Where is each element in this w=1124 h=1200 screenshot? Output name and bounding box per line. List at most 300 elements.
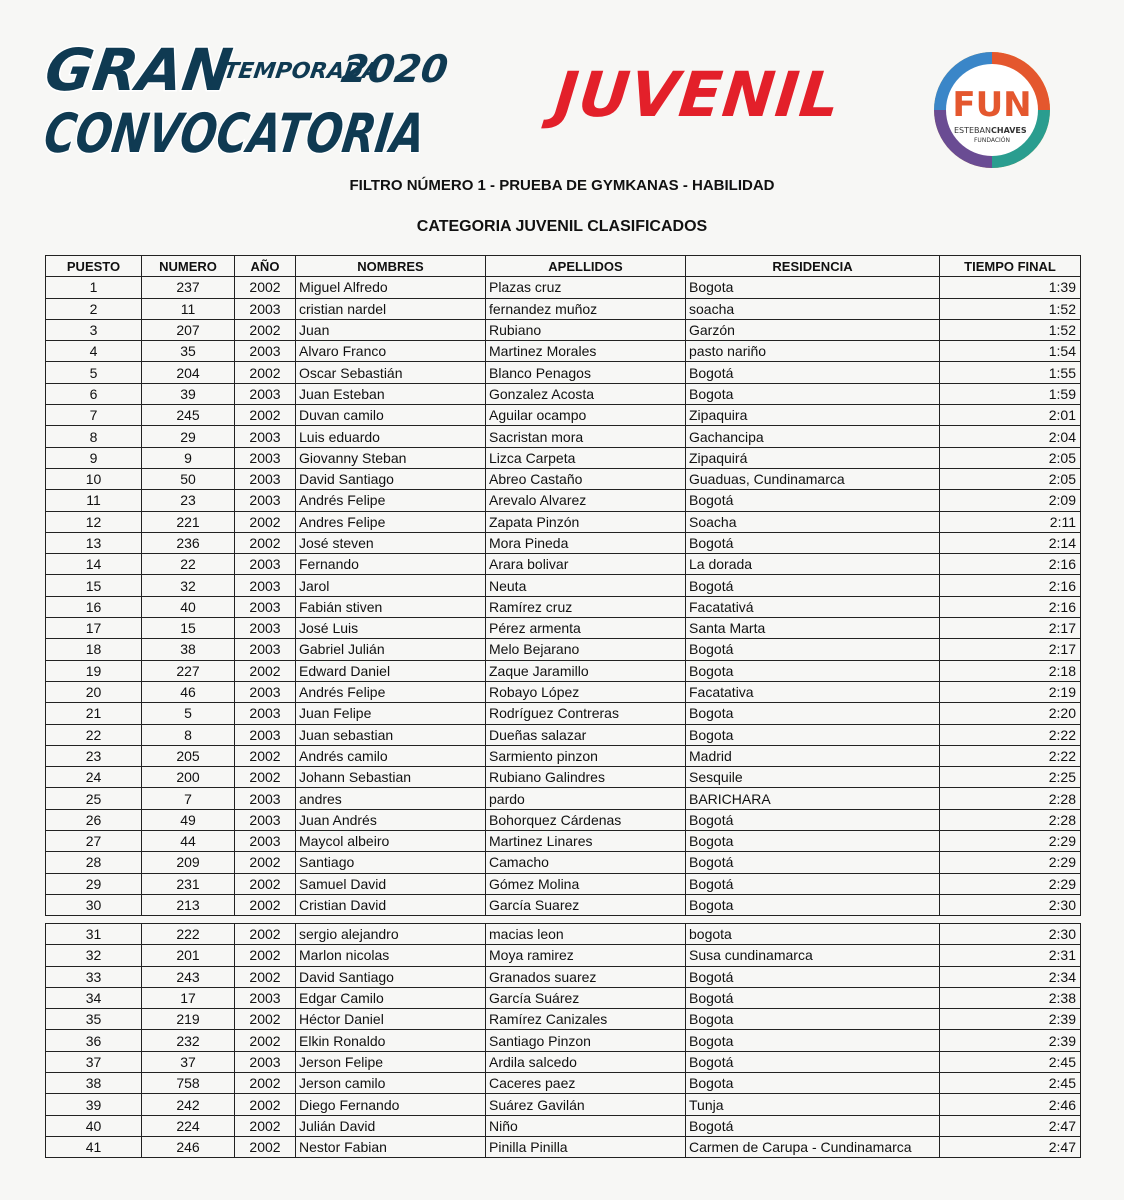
table-row xyxy=(46,660,1081,681)
cell-numero: 219 xyxy=(142,1009,235,1030)
cell-puesto: 31 xyxy=(46,924,142,945)
table-row xyxy=(46,767,1081,788)
col-header-numero: NUMERO xyxy=(142,256,235,277)
cell-nombres: Juan Felipe xyxy=(296,703,486,724)
cell-ano: 2002 xyxy=(235,767,296,788)
cell-apellidos: Ramírez Canizales xyxy=(486,1009,686,1030)
cell-apellidos: Aguilar ocampo xyxy=(486,405,686,426)
table-row xyxy=(46,852,1081,873)
cell-residencia: Bogotá xyxy=(686,362,940,383)
cell-puesto: 22 xyxy=(46,724,142,745)
cell-ano: 2003 xyxy=(235,383,296,404)
cell-nombres: Andrés Felipe xyxy=(296,490,486,511)
cell-puesto: 35 xyxy=(46,1009,142,1030)
cell-numero: 207 xyxy=(142,319,235,340)
cell-puesto: 40 xyxy=(46,1115,142,1136)
cell-numero: 44 xyxy=(142,831,235,852)
cell-numero: 8 xyxy=(142,724,235,745)
cell-residencia: Bogotá xyxy=(686,1115,940,1136)
fun-foundation-logo xyxy=(930,48,1054,172)
cell-numero: 209 xyxy=(142,852,235,873)
table-row xyxy=(46,1115,1081,1136)
cell-nombres: Luis eduardo xyxy=(296,426,486,447)
cell-nombres: Jerson Felipe xyxy=(296,1051,486,1072)
cell-tiempo-final: 2:39 xyxy=(940,1009,1081,1030)
cell-puesto: 38 xyxy=(46,1073,142,1094)
fun-logo-text: FUN xyxy=(952,85,1032,125)
cell-nombres: Juan Andrés xyxy=(296,809,486,830)
cell-nombres: Juan xyxy=(296,319,486,340)
cell-ano: 2002 xyxy=(235,532,296,553)
cell-tiempo-final: 2:45 xyxy=(940,1073,1081,1094)
cell-tiempo-final: 2:47 xyxy=(940,1115,1081,1136)
cell-apellidos: Sacristan mora xyxy=(486,426,686,447)
cell-apellidos: Suárez Gavilán xyxy=(486,1094,686,1115)
logo-gran: GRAN xyxy=(41,36,237,104)
cell-puesto: 18 xyxy=(46,639,142,660)
header xyxy=(0,0,1124,170)
table-row xyxy=(46,277,1081,298)
cell-nombres: Juan sebastian xyxy=(296,724,486,745)
cell-nombres: Elkin Ronaldo xyxy=(296,1030,486,1051)
cell-numero: 39 xyxy=(142,383,235,404)
cell-numero: 205 xyxy=(142,745,235,766)
cell-tiempo-final: 2:16 xyxy=(940,554,1081,575)
cell-nombres: Juan Esteban xyxy=(296,383,486,404)
cell-residencia: Bogotá xyxy=(686,575,940,596)
cell-ano: 2002 xyxy=(235,852,296,873)
cell-nombres: Duvan camilo xyxy=(296,405,486,426)
cell-ano: 2002 xyxy=(235,405,296,426)
cell-ano: 2002 xyxy=(235,924,296,945)
cell-tiempo-final: 2:30 xyxy=(940,894,1081,915)
cell-ano: 2002 xyxy=(235,966,296,987)
cell-apellidos: Caceres paez xyxy=(486,1073,686,1094)
cell-apellidos: macias leon xyxy=(486,924,686,945)
cell-apellidos: Arara bolivar xyxy=(486,554,686,575)
cell-nombres: Santiago xyxy=(296,852,486,873)
cell-residencia: Bogota xyxy=(686,724,940,745)
col-header-residencia: RESIDENCIA xyxy=(686,256,940,277)
cell-apellidos: Zaque Jaramillo xyxy=(486,660,686,681)
cell-puesto: 2 xyxy=(46,298,142,319)
cell-tiempo-final: 2:34 xyxy=(940,966,1081,987)
cell-ano: 2003 xyxy=(235,724,296,745)
col-header-nombres: NOMBRES xyxy=(296,256,486,277)
cell-residencia: Bogota xyxy=(686,831,940,852)
cell-residencia: Bogotá xyxy=(686,809,940,830)
cell-puesto: 30 xyxy=(46,894,142,915)
table-row xyxy=(46,319,1081,340)
table-row xyxy=(46,745,1081,766)
cell-puesto: 4 xyxy=(46,341,142,362)
cell-tiempo-final: 2:11 xyxy=(940,511,1081,532)
cell-numero: 17 xyxy=(142,987,235,1008)
cell-ano: 2003 xyxy=(235,298,296,319)
cell-puesto: 3 xyxy=(46,319,142,340)
col-header-tiempo-final: TIEMPO FINAL xyxy=(940,256,1081,277)
cell-puesto: 27 xyxy=(46,831,142,852)
cell-tiempo-final: 2:05 xyxy=(940,447,1081,468)
cell-apellidos: Abreo Castaño xyxy=(486,468,686,489)
cell-apellidos: Zapata Pinzón xyxy=(486,511,686,532)
cell-numero: 758 xyxy=(142,1073,235,1094)
table-row xyxy=(46,681,1081,702)
cell-tiempo-final: 2:16 xyxy=(940,575,1081,596)
cell-numero: 29 xyxy=(142,426,235,447)
table-row xyxy=(46,468,1081,489)
cell-ano: 2003 xyxy=(235,639,296,660)
cell-ano: 2002 xyxy=(235,894,296,915)
cell-apellidos: Bohorquez Cárdenas xyxy=(486,809,686,830)
table-row xyxy=(46,511,1081,532)
table-row xyxy=(46,426,1081,447)
cell-ano: 2002 xyxy=(235,945,296,966)
cell-ano: 2002 xyxy=(235,511,296,532)
cell-nombres: Johann Sebastian xyxy=(296,767,486,788)
cell-nombres: David Santiago xyxy=(296,966,486,987)
cell-puesto: 17 xyxy=(46,618,142,639)
cell-apellidos: Dueñas salazar xyxy=(486,724,686,745)
cell-residencia: Susa cundinamarca xyxy=(686,945,940,966)
cell-numero: 23 xyxy=(142,490,235,511)
cell-residencia: Bogotá xyxy=(686,639,940,660)
fun-logo-chaves: CHAVES xyxy=(991,126,1027,135)
cell-residencia: Carmen de Carupa - Cundinamarca xyxy=(686,1136,940,1157)
cell-residencia: Santa Marta xyxy=(686,618,940,639)
cell-numero: 231 xyxy=(142,873,235,894)
cell-nombres: Edgar Camilo xyxy=(296,987,486,1008)
cell-nombres: Maycol albeiro xyxy=(296,831,486,852)
table-row xyxy=(46,924,1081,945)
cell-apellidos: Arevalo Alvarez xyxy=(486,490,686,511)
cell-tiempo-final: 2:17 xyxy=(940,639,1081,660)
cell-residencia: soacha xyxy=(686,298,940,319)
cell-numero: 237 xyxy=(142,277,235,298)
cell-numero: 32 xyxy=(142,575,235,596)
cell-numero: 7 xyxy=(142,788,235,809)
cell-apellidos: Melo Bejarano xyxy=(486,639,686,660)
cell-ano: 2003 xyxy=(235,987,296,1008)
cell-residencia: Facatativa xyxy=(686,681,940,702)
cell-residencia: pasto nariño xyxy=(686,341,940,362)
cell-nombres: Oscar Sebastián xyxy=(296,362,486,383)
cell-numero: 22 xyxy=(142,554,235,575)
cell-numero: 204 xyxy=(142,362,235,383)
cell-residencia: Bogota xyxy=(686,383,940,404)
cell-puesto: 37 xyxy=(46,1051,142,1072)
cell-ano: 2002 xyxy=(235,1030,296,1051)
cell-puesto: 16 xyxy=(46,596,142,617)
cell-ano: 2003 xyxy=(235,447,296,468)
logo-convocatoria: CONVOCATORIA xyxy=(40,102,530,165)
cell-apellidos: Neuta xyxy=(486,575,686,596)
cell-numero: 5 xyxy=(142,703,235,724)
cell-apellidos: Gómez Molina xyxy=(486,873,686,894)
cell-puesto: 28 xyxy=(46,852,142,873)
cell-apellidos: Moya ramirez xyxy=(486,945,686,966)
cell-nombres: Nestor Fabian xyxy=(296,1136,486,1157)
cell-numero: 242 xyxy=(142,1094,235,1115)
cell-apellidos: Pinilla Pinilla xyxy=(486,1136,686,1157)
logo-year: 2020 xyxy=(338,48,451,92)
cell-puesto: 20 xyxy=(46,681,142,702)
cell-apellidos: Robayo López xyxy=(486,681,686,702)
cell-residencia: Bogota xyxy=(686,1030,940,1051)
cell-apellidos: Sarmiento pinzon xyxy=(486,745,686,766)
cell-tiempo-final: 2:05 xyxy=(940,468,1081,489)
cell-nombres: Héctor Daniel xyxy=(296,1009,486,1030)
cell-numero: 49 xyxy=(142,809,235,830)
cell-nombres: Samuel David xyxy=(296,873,486,894)
fun-logo-esteban: ESTEBAN xyxy=(953,126,991,135)
cell-tiempo-final: 1:54 xyxy=(940,341,1081,362)
col-header-apellidos: APELLIDOS xyxy=(486,256,686,277)
cell-apellidos: Santiago Pinzon xyxy=(486,1030,686,1051)
table-row xyxy=(46,1136,1081,1157)
cell-residencia: Bogota xyxy=(686,1009,940,1030)
table-row xyxy=(46,575,1081,596)
cell-numero: 221 xyxy=(142,511,235,532)
cell-ano: 2003 xyxy=(235,703,296,724)
table-row xyxy=(46,1094,1081,1115)
cell-apellidos: García Suárez xyxy=(486,987,686,1008)
cell-nombres: Marlon nicolas xyxy=(296,945,486,966)
cell-residencia: Bogotá xyxy=(686,532,940,553)
cell-puesto: 19 xyxy=(46,660,142,681)
cell-apellidos: Rubiano xyxy=(486,319,686,340)
cell-apellidos: Gonzalez Acosta xyxy=(486,383,686,404)
cell-tiempo-final: 2:18 xyxy=(940,660,1081,681)
table-row xyxy=(46,894,1081,915)
cell-ano: 2003 xyxy=(235,554,296,575)
cell-tiempo-final: 2:04 xyxy=(940,426,1081,447)
cell-tiempo-final: 2:16 xyxy=(940,596,1081,617)
cell-tiempo-final: 2:29 xyxy=(940,852,1081,873)
cell-residencia: Garzón xyxy=(686,319,940,340)
cell-ano: 2002 xyxy=(235,1115,296,1136)
cell-puesto: 39 xyxy=(46,1094,142,1115)
col-header-ano: AÑO xyxy=(235,256,296,277)
cell-numero: 15 xyxy=(142,618,235,639)
cell-residencia: Bogotá xyxy=(686,490,940,511)
cell-residencia: Bogotá xyxy=(686,987,940,1008)
cell-puesto: 32 xyxy=(46,945,142,966)
cell-puesto: 36 xyxy=(46,1030,142,1051)
cell-ano: 2003 xyxy=(235,468,296,489)
cell-numero: 200 xyxy=(142,767,235,788)
cell-numero: 213 xyxy=(142,894,235,915)
cell-residencia: Bogota xyxy=(686,277,940,298)
cell-apellidos: fernandez muñoz xyxy=(486,298,686,319)
cell-nombres: Andrés Felipe xyxy=(296,681,486,702)
results-table xyxy=(45,255,1081,916)
gran-convocatoria-logo xyxy=(40,26,530,166)
table-row xyxy=(46,1009,1081,1030)
cell-residencia: BARICHARA xyxy=(686,788,940,809)
table-row xyxy=(46,703,1081,724)
cell-tiempo-final: 2:17 xyxy=(940,618,1081,639)
table-row xyxy=(46,405,1081,426)
cell-apellidos: Ardila salcedo xyxy=(486,1051,686,1072)
cell-nombres: Jerson camilo xyxy=(296,1073,486,1094)
cell-numero: 222 xyxy=(142,924,235,945)
cell-puesto: 34 xyxy=(46,987,142,1008)
cell-ano: 2003 xyxy=(235,341,296,362)
cell-ano: 2003 xyxy=(235,1051,296,1072)
cell-nombres: Diego Fernando xyxy=(296,1094,486,1115)
cell-nombres: Jarol xyxy=(296,575,486,596)
cell-apellidos: Pérez armenta xyxy=(486,618,686,639)
cell-ano: 2002 xyxy=(235,1136,296,1157)
cell-numero: 236 xyxy=(142,532,235,553)
cell-nombres: José Luis xyxy=(296,618,486,639)
cell-residencia: Guaduas, Cundinamarca xyxy=(686,468,940,489)
cell-nombres: Gabriel Julián xyxy=(296,639,486,660)
cell-apellidos: Camacho xyxy=(486,852,686,873)
list-title: CATEGORIA JUVENIL CLASIFICADOS xyxy=(416,218,708,235)
cell-puesto: 10 xyxy=(46,468,142,489)
cell-puesto: 6 xyxy=(46,383,142,404)
cell-nombres: Fernando xyxy=(296,554,486,575)
cell-tiempo-final: 2:22 xyxy=(940,745,1081,766)
cell-residencia: Bogota xyxy=(686,703,940,724)
cell-nombres: cristian nardel xyxy=(296,298,486,319)
cell-ano: 2002 xyxy=(235,745,296,766)
cell-apellidos: Martinez Linares xyxy=(486,831,686,852)
cell-puesto: 9 xyxy=(46,447,142,468)
cell-tiempo-final: 2:38 xyxy=(940,987,1081,1008)
table-row xyxy=(46,298,1081,319)
cell-tiempo-final: 2:29 xyxy=(940,831,1081,852)
cell-puesto: 41 xyxy=(46,1136,142,1157)
cell-tiempo-final: 2:39 xyxy=(940,1030,1081,1051)
table-row xyxy=(46,809,1081,830)
cell-tiempo-final: 2:47 xyxy=(940,1136,1081,1157)
cell-apellidos: pardo xyxy=(486,788,686,809)
cell-numero: 224 xyxy=(142,1115,235,1136)
cell-puesto: 8 xyxy=(46,426,142,447)
cell-residencia: Soacha xyxy=(686,511,940,532)
cell-nombres: sergio alejandro xyxy=(296,924,486,945)
cell-nombres: Julián David xyxy=(296,1115,486,1136)
cell-residencia: Bogota xyxy=(686,894,940,915)
logo-temporada: TEMPORADA xyxy=(221,58,382,84)
cell-puesto: 12 xyxy=(46,511,142,532)
cell-nombres: Giovanny Steban xyxy=(296,447,486,468)
cell-ano: 2003 xyxy=(235,618,296,639)
cell-numero: 245 xyxy=(142,405,235,426)
cell-tiempo-final: 2:31 xyxy=(940,945,1081,966)
cell-puesto: 21 xyxy=(46,703,142,724)
cell-residencia: Madrid xyxy=(686,745,940,766)
cell-apellidos: Martinez Morales xyxy=(486,341,686,362)
cell-ano: 2002 xyxy=(235,873,296,894)
cell-numero: 50 xyxy=(142,468,235,489)
cell-numero: 9 xyxy=(142,447,235,468)
cell-nombres: Fabián stiven xyxy=(296,596,486,617)
cell-tiempo-final: 2:19 xyxy=(940,681,1081,702)
cell-puesto: 29 xyxy=(46,873,142,894)
cell-puesto: 24 xyxy=(46,767,142,788)
cell-numero: 232 xyxy=(142,1030,235,1051)
cell-ano: 2003 xyxy=(235,596,296,617)
col-header-puesto: PUESTO xyxy=(46,256,142,277)
cell-ano: 2003 xyxy=(235,809,296,830)
cell-residencia: Zipaquirá xyxy=(686,447,940,468)
cell-puesto: 15 xyxy=(46,575,142,596)
cell-numero: 246 xyxy=(142,1136,235,1157)
cell-nombres: Miguel Alfredo xyxy=(296,277,486,298)
table-row xyxy=(46,724,1081,745)
fun-logo-fundacion: FUNDACIÓN xyxy=(973,137,1011,144)
cell-numero: 40 xyxy=(142,596,235,617)
table-row xyxy=(46,945,1081,966)
cell-apellidos: Granados suarez xyxy=(486,966,686,987)
table-row xyxy=(46,788,1081,809)
cell-apellidos: Ramírez cruz xyxy=(486,596,686,617)
table-row xyxy=(46,362,1081,383)
cell-numero: 243 xyxy=(142,966,235,987)
cell-ano: 2003 xyxy=(235,681,296,702)
cell-ano: 2003 xyxy=(235,788,296,809)
cell-puesto: 1 xyxy=(46,277,142,298)
table-row xyxy=(46,618,1081,639)
cell-ano: 2002 xyxy=(235,1094,296,1115)
cell-residencia: La dorada xyxy=(686,554,940,575)
table-row xyxy=(46,383,1081,404)
cell-nombres: Edward Daniel xyxy=(296,660,486,681)
table-row xyxy=(46,554,1081,575)
cell-apellidos: Lizca Carpeta xyxy=(486,447,686,468)
table-row xyxy=(46,447,1081,468)
table-row xyxy=(46,490,1081,511)
cell-tiempo-final: 2:20 xyxy=(940,703,1081,724)
cell-puesto: 13 xyxy=(46,532,142,553)
table-row xyxy=(46,341,1081,362)
cell-puesto: 7 xyxy=(46,405,142,426)
cell-nombres: José steven xyxy=(296,532,486,553)
category-title: JUVENIL xyxy=(551,58,845,131)
cell-numero: 11 xyxy=(142,298,235,319)
cell-tiempo-final: 1:55 xyxy=(940,362,1081,383)
cell-ano: 2003 xyxy=(235,490,296,511)
cell-residencia: Facatativá xyxy=(686,596,940,617)
cell-tiempo-final: 1:59 xyxy=(940,383,1081,404)
cell-numero: 227 xyxy=(142,660,235,681)
cell-tiempo-final: 2:22 xyxy=(940,724,1081,745)
table-row xyxy=(46,532,1081,553)
cell-residencia: bogota xyxy=(686,924,940,945)
cell-tiempo-final: 2:09 xyxy=(940,490,1081,511)
cell-residencia: Bogota xyxy=(686,660,940,681)
cell-numero: 201 xyxy=(142,945,235,966)
cell-apellidos: Rodríguez Contreras xyxy=(486,703,686,724)
cell-residencia: Bogotá xyxy=(686,873,940,894)
cell-ano: 2002 xyxy=(235,319,296,340)
cell-residencia: Bogotá xyxy=(686,1051,940,1072)
cell-tiempo-final: 2:25 xyxy=(940,767,1081,788)
table-row xyxy=(46,1073,1081,1094)
cell-puesto: 23 xyxy=(46,745,142,766)
cell-tiempo-final: 2:28 xyxy=(940,809,1081,830)
table-row xyxy=(46,1051,1081,1072)
cell-apellidos: Plazas cruz xyxy=(486,277,686,298)
cell-nombres: David Santiago xyxy=(296,468,486,489)
cell-puesto: 26 xyxy=(46,809,142,830)
table-row xyxy=(46,966,1081,987)
cell-tiempo-final: 1:52 xyxy=(940,298,1081,319)
